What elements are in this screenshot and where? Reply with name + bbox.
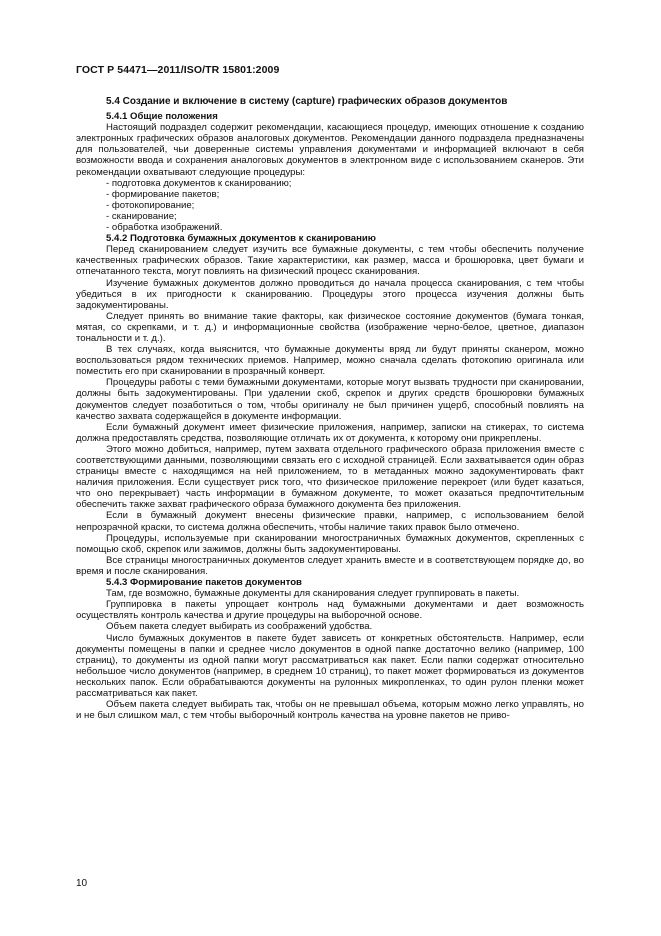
page-number: 10	[76, 878, 88, 889]
paragraph: Объем пакета следует выбирать так, чтобы он не превышал объема, которым можно легко управлять, но и не был слишком мал, с тем чтобы выборочный контроль качества на уровне пакетов не приво-	[76, 699, 584, 722]
subsection-5-4-2-title: 5.4.2 Подготовка бумажных документов к сканированию	[106, 233, 376, 245]
paragraph: Объем пакета следует выбирать из соображений удобства.	[106, 621, 373, 633]
paragraph: Перед сканированием следует изучить все бумажные документы, с тем чтобы обеспечить получение качественных графических образов. Такие характеристики, как размер, масса и брошюровка, цвет бумаги и отпечатанного текста, могут повлиять на физический процесс сканирования.	[76, 244, 584, 278]
list-item: - фотокопирование;	[106, 199, 195, 211]
paragraph: В тех случаях, когда выяснится, что бумажные документы вряд ли будут приняты сканером, можно воспользоваться рядом технических приемов. Например, можно сначала сделать фотокопию оригинала или поместить его при сканировании в прозрачный конверт.	[76, 344, 584, 378]
paragraph: Число бумажных документов в пакете будет зависеть от конкретных обстоятельств. Например, если документы помещены в папки и среднее число документов в одной папке достаточно велико (например, 100 страниц), то документы из одной папки могут рассматриваться как пакет. Если папки содержат относительно небольшое число документов (например, в среднем 10 страниц), то пакет может формироваться из документов нескольких папок. Если обрабатываются документы на рулонных микропленках, то один рулон пленки может рассматриваться как пакет.	[76, 632, 584, 699]
paragraph: Этого можно добиться, например, путем захвата отдельного графического образа приложения вместе с соответствующими данными, позволяющими связать его с исходной страницей. Если захватывается один образ страницы вместе с находящимся на ней приложением, то в метаданных можно задокументировать факт наличия приложения. Если существует риск того, что физическое приложение перекроет (или будет казаться, что оно перекрывает) часть информации в бумажном документе, то может оказаться предпочтительным обеспечить также захват графического образа бумажного документа без приложения.	[76, 443, 584, 511]
paragraph: Процедуры работы с теми бумажными документами, которые могут вызвать трудности при сканировании, должны быть задокументированы. При удалении скоб, скрепок и других средств брошюровки бумажных документов следует позаботиться о том, чтобы оригиналу не был причинен ущерб, способный повлиять на качество захвата содержащейся в документе информации.	[76, 377, 584, 422]
list-item: - формирование пакетов;	[106, 188, 220, 200]
procedure-list	[76, 178, 584, 233]
document-header: ГОСТ Р 54471—2011/ISO/TR 15801:2009	[76, 64, 280, 76]
paragraph: Процедуры, используемые при сканировании многостраничных бумажных документов, скрепленных с помощью скоб, скрепок или зажимов, должны быть задокументированы.	[76, 532, 584, 555]
page-content	[76, 96, 584, 721]
paragraph: Следует принять во внимание такие факторы, как физическое состояние документов (бумага тонкая, мятая, со скрепками, и т. д.) и информационные свойства (изображение черно-белое, цветное, диапазон тональности и т. д.).	[76, 310, 584, 344]
paragraph: Если бумажный документ имеет физические приложения, например, записки на стикерах, то система должна предоставлять средства, позволяющие отличать их от документа, к которому они прикреплены.	[76, 421, 584, 444]
list-item: - обработка изображений.	[106, 222, 223, 234]
subsection-5-4-3-title: 5.4.3 Формирование пакетов документов	[106, 577, 302, 589]
paragraph: Группировка в пакеты упрощает контроль над бумажными документами и дает возможность осуществлять контроль качества и другие процедуры на выборочной основе.	[76, 599, 584, 622]
paragraph: Там, где возможно, бумажные документы для сканирования следует группировать в пакеты.	[106, 588, 520, 600]
paragraph: Настоящий подраздел содержит рекомендации, касающиеся процедур, имеющих отношение к созданию электронных графических образов аналоговых документов. Рекомендации данного подраздела предназначены для пользователей, чьи доверенные системы управления документами и информацией включают в себя возможности ввода и сохранения аналоговых документов в электронном виде с использованием сканеров. Эти рекомендации охватывают следующие процедуры:	[76, 122, 584, 178]
list-item: - сканирование;	[106, 210, 177, 222]
paragraph: Изучение бумажных документов должно проводиться до начала процесса сканирования, с тем чтобы убедиться в их пригодности к сканированию. Процедуры этого процесса изучения должны быть задокументированы.	[76, 277, 584, 311]
section-5-4-title: 5.4 Создание и включение в систему (capture) графических образов документов	[106, 96, 508, 107]
subsection-5-4-1-title: 5.4.1 Общие положения	[106, 111, 218, 123]
list-item: - подготовка документов к сканированию;	[106, 177, 292, 189]
paragraph: Если в бумажный документ внесены физические правки, например, с использованием белой непрозрачной краски, то система должна обеспечить, чтобы наличие таких правок было отмечено.	[76, 510, 584, 533]
paragraph: Все страницы многостраничных документов следует хранить вместе и в соответствующем порядке до, во время и после сканирования.	[76, 554, 584, 577]
